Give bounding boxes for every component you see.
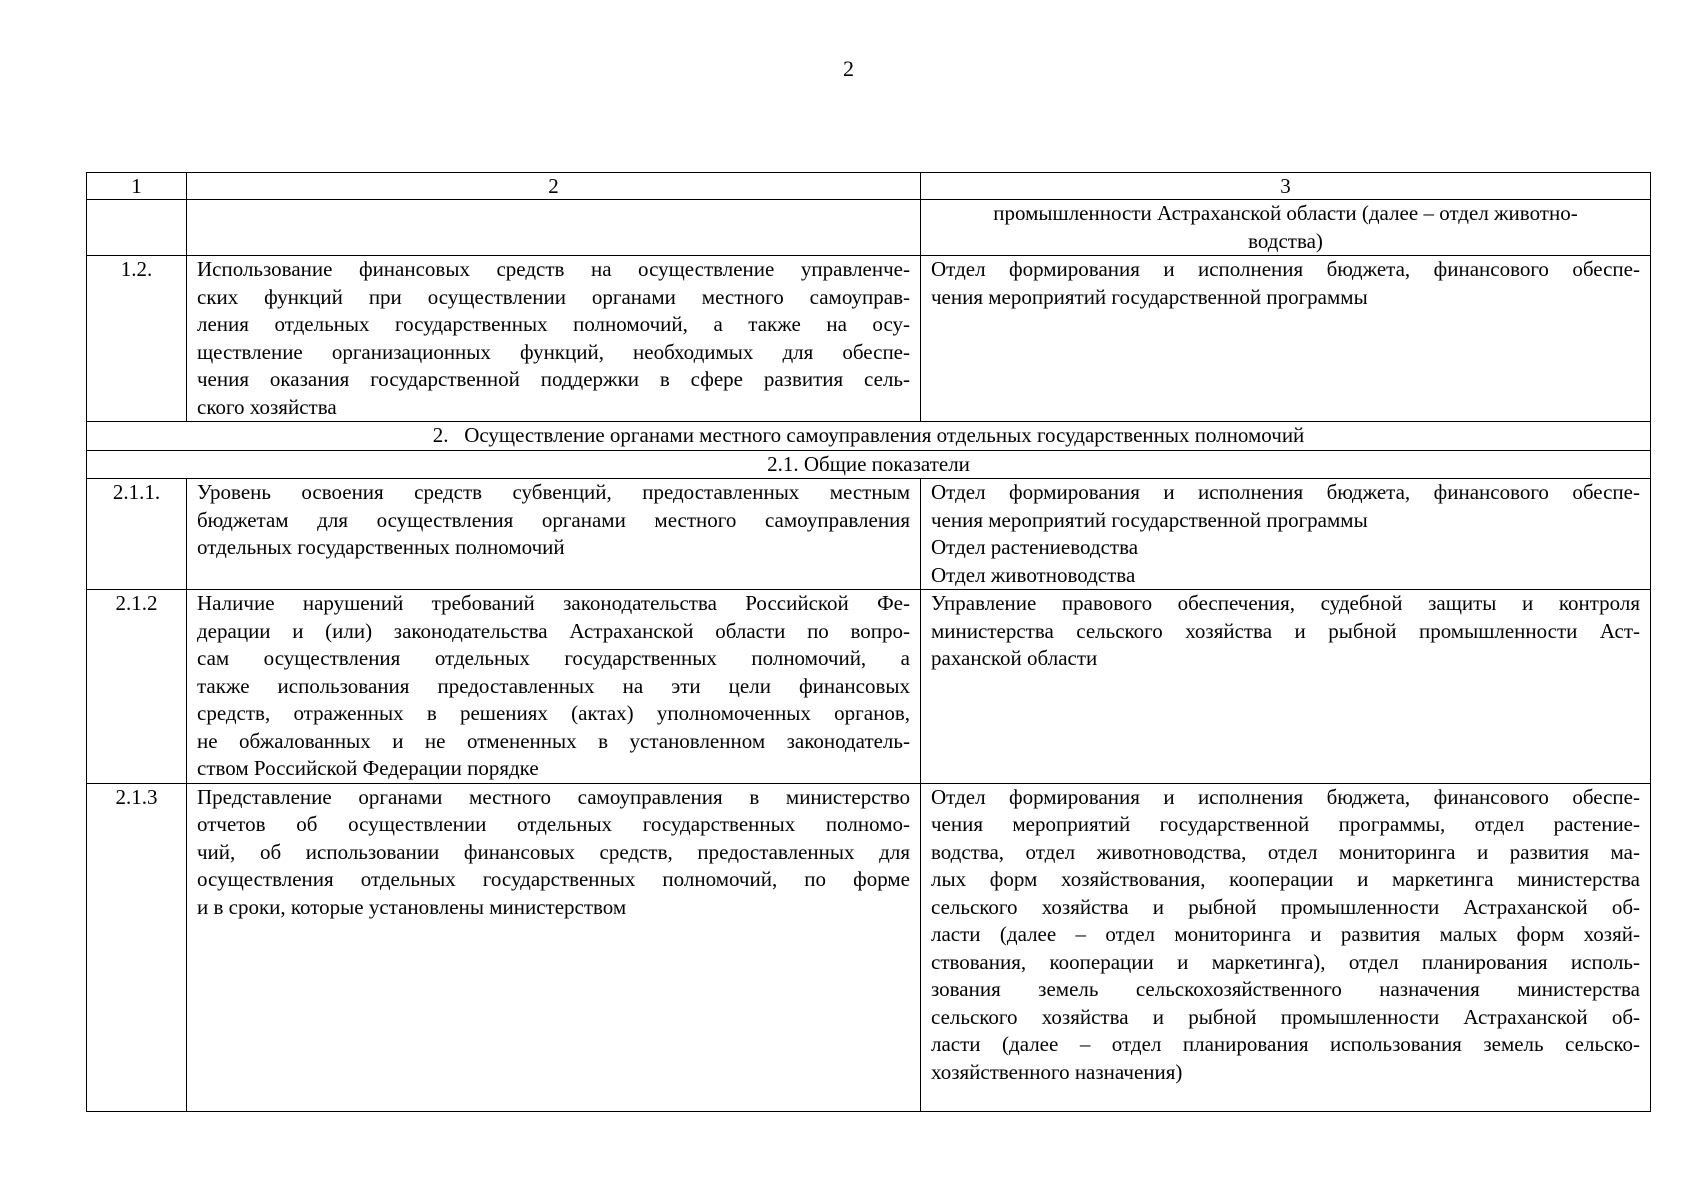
indicator-line: также использования предоставленных на эти цели финансовых: [197, 673, 910, 698]
indicator-line: ских функций при осуществлении органами местного самоуправ-: [197, 284, 910, 309]
table-row: [87, 200, 1651, 256]
indicator-line: чения оказания государственной поддержки в сфере развития сель-: [197, 367, 910, 391]
responsible-line: Управление правового обеспечения, судебной защиты и контроля: [931, 591, 1640, 615]
indicator-line: ского хозяйства: [197, 394, 337, 419]
responsible-cell: [921, 783, 1651, 1111]
responsible-line: промышленности Астраханской области (далее – отдел животно-: [993, 201, 1578, 225]
responsible-line: Отдел растениеводства: [931, 535, 1139, 559]
responsible-line: лых форм хозяйствования, кооперации и маркетинга министерства: [931, 867, 1640, 891]
indicator-line: Использование финансовых средств на осуществление управленче-: [197, 257, 910, 281]
responsible-line: хозяйственного назначения): [931, 1059, 1183, 1084]
responsible-line: ласти (далее – отдел планирования использования земель сельско-: [931, 1032, 1640, 1056]
responsible-line: Отдел формирования и исполнения бюджета, финансового обеспе-: [931, 784, 1640, 809]
indicator-line: ществление организационных функций, необходимых для обеспе-: [197, 339, 910, 364]
row-number: 2.1.1.: [87, 479, 187, 590]
responsible-cell: [921, 590, 1651, 784]
table-row: [87, 479, 1651, 590]
indicator-line: Представление органами местного самоуправления в министерство: [197, 784, 910, 809]
subsection-heading: 2.1. Общие показатели: [87, 450, 1651, 479]
header-col-3: 3: [921, 173, 1651, 200]
indicator-line: чий, об использовании финансовых средств, предоставленных для: [197, 839, 910, 864]
indicators-table: [86, 172, 1651, 1112]
row-number: 1.2.: [87, 256, 187, 422]
responsible-cell: [921, 200, 1651, 256]
table-row: [87, 590, 1651, 784]
indicator-cell: [187, 479, 921, 590]
responsible-cell: [921, 256, 1651, 422]
responsible-line: чения мероприятий государственной программы, отдел растение-: [931, 812, 1640, 836]
subsection-heading-row: [87, 450, 1651, 479]
header-col-2: 2: [187, 173, 921, 200]
indicator-line: осуществления отдельных государственных полномочий, по форме: [197, 867, 910, 891]
indicator-cell: [187, 200, 921, 256]
indicator-line: Уровень освоения средств субвенций, предоставленных местным: [197, 480, 910, 504]
responsible-line: раханской области: [931, 646, 1098, 670]
row-number: 2.1.3: [87, 783, 187, 1111]
responsible-line: ствования, кооперации и маркетинга), отдел планирования исполь-: [931, 949, 1640, 974]
indicator-line: бюджетам для осуществления органами местного самоуправления: [197, 507, 910, 532]
responsible-line: Отдел формирования и исполнения бюджета, финансового обеспе-: [931, 480, 1640, 504]
indicator-line: средств, отраженных в решениях (актах) уполномоченных органов,: [197, 701, 910, 725]
responsible-line: зования земель сельскохозяйственного назначения министерства: [931, 977, 1640, 1001]
responsible-line: сельского хозяйства и рыбной промышленности Астраханской об-: [931, 894, 1640, 919]
row-number: 2.1.2: [87, 590, 187, 784]
responsible-line: министерства сельского хозяйства и рыбной промышленности Аст-: [931, 618, 1640, 643]
responsible-line: сельского хозяйства и рыбной промышленности Астраханской об-: [931, 1004, 1640, 1029]
indicator-line: Наличие нарушений требований законодательства Российской Фе-: [197, 591, 910, 615]
indicator-cell: [187, 783, 921, 1111]
responsible-line: ласти (далее – отдел мониторинга и развития малых форм хозяй-: [931, 922, 1640, 946]
indicator-line: не обжалованных и не отмененных в установленном законодатель-: [197, 728, 910, 753]
indicator-line: ления отдельных государственных полномочий, а также на осу-: [197, 312, 910, 336]
responsible-line: водства, отдел животноводства, отдел мониторинга и развития ма-: [931, 839, 1640, 864]
indicator-line: сам осуществления отдельных государственных полномочий, а: [197, 646, 910, 670]
responsible-line: водства): [1248, 228, 1323, 253]
responsible-line: Отдел животноводства: [931, 562, 1136, 587]
table-row: [87, 783, 1651, 1111]
responsible-cell: [921, 479, 1651, 590]
indicator-line: отчетов об осуществлении отдельных государственных полномо-: [197, 812, 910, 836]
responsible-line: чения мероприятий государственной программы: [931, 284, 1368, 309]
table-row: [87, 256, 1651, 422]
indicator-cell: [187, 256, 921, 422]
header-col-1: 1: [87, 173, 187, 200]
indicator-line: ством Российской Федерации порядке: [197, 756, 539, 780]
table-header-row: [87, 173, 1651, 200]
page-number: 2: [843, 56, 854, 81]
responsible-line: чения мероприятий государственной программы: [931, 507, 1368, 532]
section-heading: 2. Осуществление органами местного самоуправления отдельных государственных полномочий: [87, 422, 1651, 451]
indicator-line: отдельных государственных полномочий: [197, 535, 565, 559]
indicator-line: дерации и (или) законодательства Астраханской области по вопро-: [197, 618, 910, 643]
section-heading-row: [87, 422, 1651, 451]
responsible-line: Отдел формирования и исполнения бюджета, финансового обеспе-: [931, 257, 1640, 281]
row-number: [87, 200, 187, 256]
indicator-cell: [187, 590, 921, 784]
indicator-line: и в сроки, которые установлены министерством: [197, 894, 627, 919]
